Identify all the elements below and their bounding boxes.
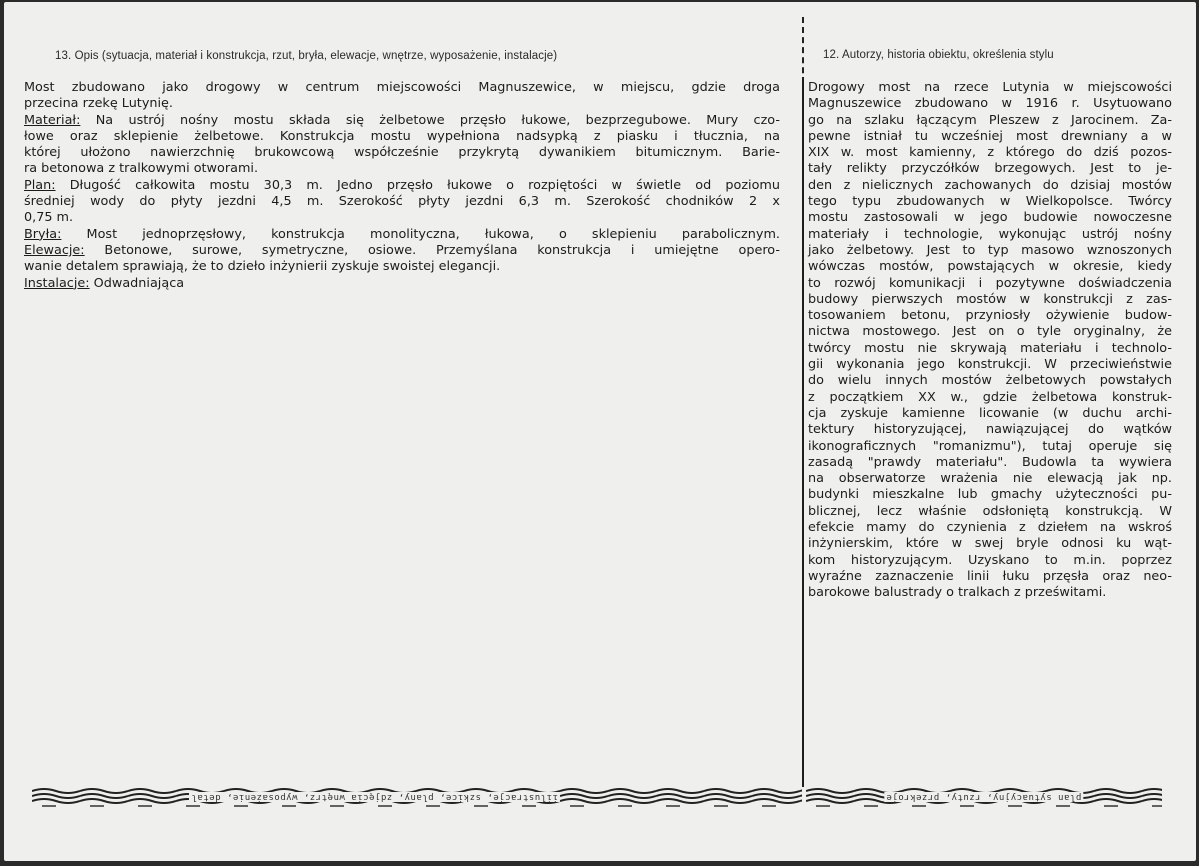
instalacje-line: Instalacje: Odwadniająca (24, 275, 185, 291)
text-line: tego typu zbudowanych w Wielkopolsce. Twórcy (808, 194, 1172, 210)
footer-print-right: plan sytuacyjny, rzuty, przekroje (886, 792, 1082, 802)
text-line: z początkiem XX w., gdzie żelbetowa konstruk- (808, 389, 1172, 405)
text-line: go na szlaku łączącym Pleszew z Jarocinem. Za- (808, 112, 1172, 128)
plan-label: Plan: (24, 177, 56, 193)
section-12-heading: 12. Autorzy, historia obiektu, określenia stylu (823, 49, 1054, 61)
text-line: jako żelbetowy. Jest to typ masowo wznoszonych (808, 242, 1172, 258)
text-line: Drogowy most na rzece Lutynia w miejscowości (808, 80, 1172, 95)
text-line: średniej wody do płyty jezdni 4,5 m. Szerokość płyty jezdni 6,3 m. Szerokość chodników 2 x (24, 194, 780, 210)
text-line: twórcy mostu nie skrywają materiału i technolo- (808, 340, 1172, 356)
text-line: nictwa mostowego. Jest on o tyle oryginalny, że (808, 324, 1172, 340)
bryla-line: Bryła: Most jednoprzęsłowy, konstrukcja monolityczna, łukowa, o sklepieniu parabolicznym. (24, 226, 780, 242)
plan-line: Plan: Długość całkowita mostu 30,3 m. Jedno przęsło łukowe o rozpiętości w świetle od poziomu (24, 177, 780, 193)
text-line: gii wykonania jego konstrukcji. W przeciwieństwie (808, 357, 1172, 373)
text-line: mostu zastosowali w jego budowie nowoczesne (808, 210, 1172, 226)
text-line: budynki mieszkalne lub gmachy użyteczności pu- (808, 487, 1172, 503)
text-line: XIX w. most kamienny, z którego do dziś pozos- (808, 145, 1172, 161)
text-line: tektury historyzującej, nawiązującej do wątków (808, 422, 1172, 438)
text-line: blicznej, lecz właśnie odsłoniętą konstrukcją. W (808, 503, 1172, 519)
text-line: pewne istniał tu wcześniej most drewniany a w (808, 128, 1172, 144)
elewacje-line: Elewacje: Betonowe, surowe, symetryczne, osiowe. Przemyślana konstrukcja i umiejętne opero- (24, 242, 780, 258)
text-line: inżynierskim, które w swej bryle odnosi ku wąt- (808, 536, 1172, 552)
text-line: wyraźne zaznaczenie linii łuku przęsła oraz neo- (808, 568, 1172, 584)
text-line: ra betonowa z tralkowymi otworami. (24, 161, 259, 177)
text-line: Magnuszewice zbudowano w 1916 r. Usytuowano (808, 96, 1172, 112)
material-label: Materiał: (24, 112, 81, 128)
text-line: materiały i technologie, wykonując ustrój nośny (808, 226, 1172, 242)
section-13-heading: 13. Opis (sytuacja, materiał i konstrukcja, rzut, bryła, elewacje, wnętrze, wyposażenie, instalacje) (55, 50, 558, 62)
instalacje-label: Instalacje: (24, 275, 90, 291)
text-line: budowy pierwszych mostów w konstrukcji z zas- (808, 291, 1172, 307)
text-line: na obserwatorze wrażenia nie elewacją jak np. (808, 471, 1172, 487)
section-12-history (808, 80, 1172, 602)
elewacje-label: Elewacje: (24, 242, 85, 258)
text-line: Most zbudowano jako drogowy w centrum miejscowości Magnuszewice, w miejscu, gdzie droga (24, 80, 780, 95)
bryla-label: Bryła: (24, 226, 62, 242)
text-line: 0,75 m. (24, 210, 74, 226)
text-line: zasadą "prawdy materiału". Budowla ta wywiera (808, 454, 1172, 470)
text-line: kom historyzującym. Uzyskano to m.in. poprzez (808, 552, 1172, 568)
text-line: barokowe balustrady o tralkach z prześwitami. (808, 585, 1107, 601)
section-13-description (24, 80, 780, 292)
text-line: efekcie mamy do czynienia z dziełem na wskroś (808, 520, 1172, 536)
footer-print-left: iilustracje, szkice, plany, zdjęcia wnętrz, wyposażenie, detal (191, 792, 558, 802)
text-line: to rozwój komunikacji i pozytywne doświadczenia (808, 275, 1172, 291)
text-line: wanie detalem sprawiają, że to dzieło inżynierii zyskuje swoistej elegancji. (24, 259, 501, 275)
text-line: tały relikty przyczółków brzegowych. Jest to je- (808, 161, 1172, 177)
text-line: cja zyskuje kamienne licowanie (w duchu archi- (808, 405, 1172, 421)
text-line: ikonograficznych "romanizmu"), tutaj operuje się (808, 438, 1172, 454)
column-divider-solid (802, 77, 804, 787)
text-line: łowe oraz sklepienie żelbetowe. Konstrukcja mostu wypełniona nadsypką z piasku i tłucznia, na (24, 128, 780, 144)
document-card (4, 2, 1196, 861)
text-line: den z nielicznych zachowanych do dzisiaj mostów (808, 177, 1172, 193)
text-line: do wielu innych mostów żelbetowych powstałych (808, 373, 1172, 389)
text-line: przecina rzekę Lutynię. (24, 96, 174, 112)
text-line: której ułożono nawierzchnię brukowcową współcześnie przykrytą dywanikiem bitumicznym. Barie- (24, 145, 780, 161)
text-line: wówczas mostów, powstających w okresie, kiedy (808, 259, 1172, 275)
material-line: Materiał: Na ustrój nośny mostu składa się żelbetowe przęsło łukowe, bezprzegubowe. Mury czo- (24, 112, 780, 128)
text-line: tosowaniem betonu, przyniosły ożywienie budow- (808, 308, 1172, 324)
